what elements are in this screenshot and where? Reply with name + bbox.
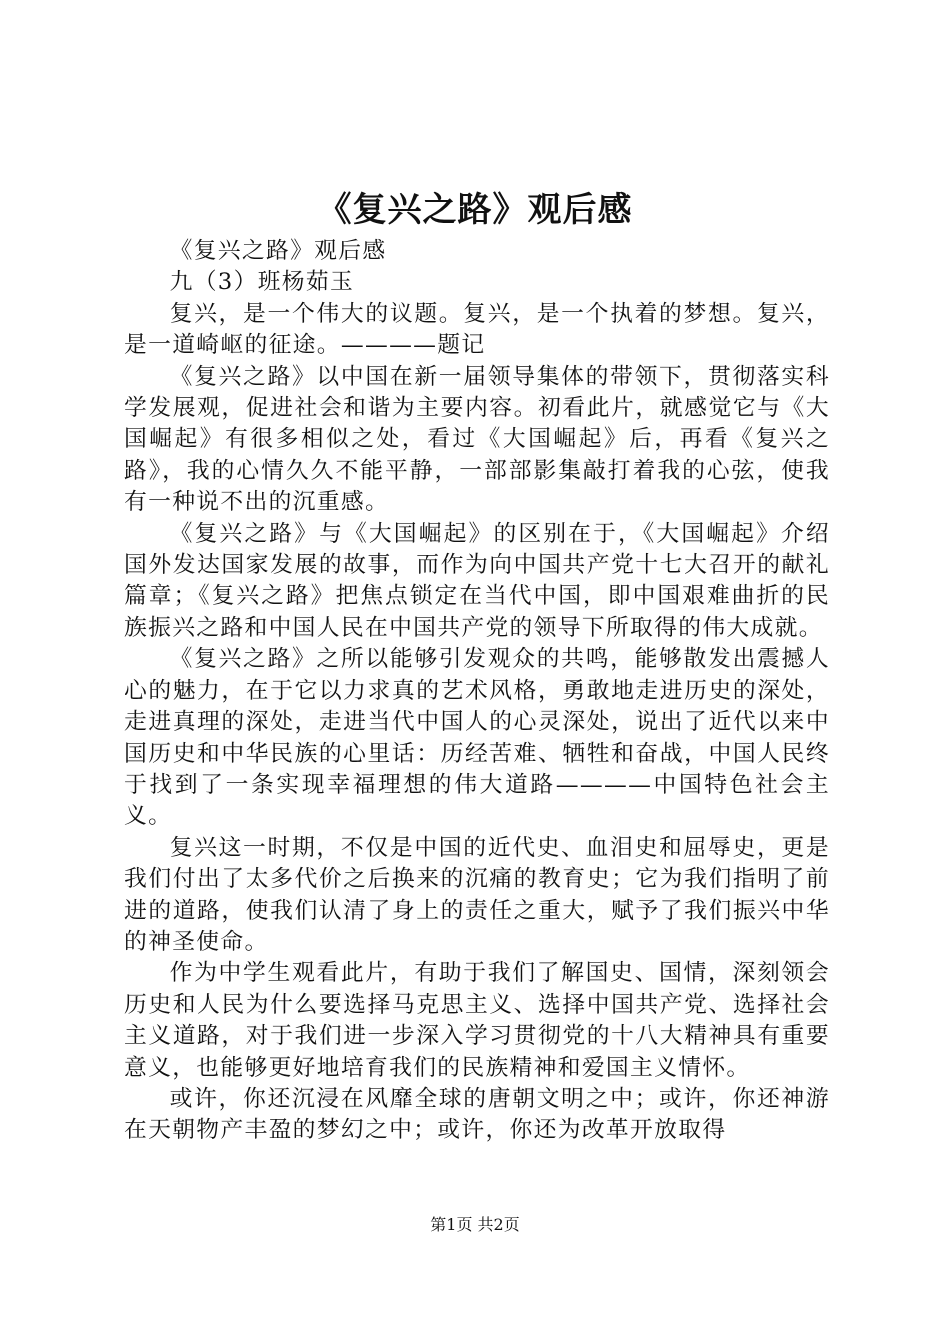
paragraph: 或许，你还沉浸在风靡全球的唐朝文明之中；或许，你还神游在天朝物产丰盈的梦幻之中；或许，你还为改革开放取得 — [124, 1085, 830, 1144]
paragraph: 《复兴之路》之所以能够引发观众的共鸣，能够散发出震撼人心的魅力，在于它以力求真的艺术风格，勇敢地走进历史的深处，走进真理的深处，走进当代中国人的心灵深处，说出了近代以来中国历史和中华民族的心里话：历经苦难、牺牲和奋战，中国人民终于找到了一条实现幸福理想的伟大道路————中国特色社会主义。 — [124, 646, 830, 830]
paragraph: 《复兴之路》与《大国崛起》的区别在于，《大国崛起》介绍国外发达国家发展的故事，而作为向中国共产党十七大召开的献礼篇章；《复兴之路》把焦点锁定在当代中国，即中国艰难曲折的民族振兴之路和中国人民在中国共产党的领导下所取得的伟大成就。 — [124, 520, 830, 641]
paragraph-author: 九（3）班杨茹玉 — [169, 269, 355, 296]
page-footer: 第1页 共2页 — [430, 1215, 520, 1234]
paragraph-epigraph: 复兴，是一个伟大的议题。复兴，是一个执着的梦想。复兴，是一道崎岖的征途。————题记 — [124, 300, 830, 359]
paragraph: 复兴这一时期，不仅是中国的近代史、血泪史和屈辱史，更是我们付出了太多代价之后换来的沉痛的教育史；它为我们指明了前进的道路，使我们认清了身上的责任之重大，赋予了我们振兴中华的神圣使命。 — [124, 834, 830, 955]
paragraph-subtitle: 《复兴之路》观后感 — [169, 238, 387, 264]
paragraph: 作为中学生观看此片，有助于我们了解国史、国情，深刻领会历史和人民为什么要选择马克思主义、选择中国共产党、选择社会主义道路，对于我们进一步深入学习贯彻党的十八大精神具有重要意义，也能够更好地培育我们的民族精神和爱国主义情怀。 — [124, 960, 830, 1081]
document-title: 《复兴之路》观后感 — [317, 190, 633, 230]
document-body — [124, 236, 830, 1147]
paragraph: 《复兴之路》以中国在新一届领导集体的带领下，贯彻落实科学发展观，促进社会和谐为主要内容。初看此片，就感觉它与《大国崛起》有很多相似之处，看过《大国崛起》后，再看《复兴之路》，我的心情久久不能平静，一部部影集敲打着我的心弦，使我有一种说不出的沉重感。 — [124, 363, 830, 516]
